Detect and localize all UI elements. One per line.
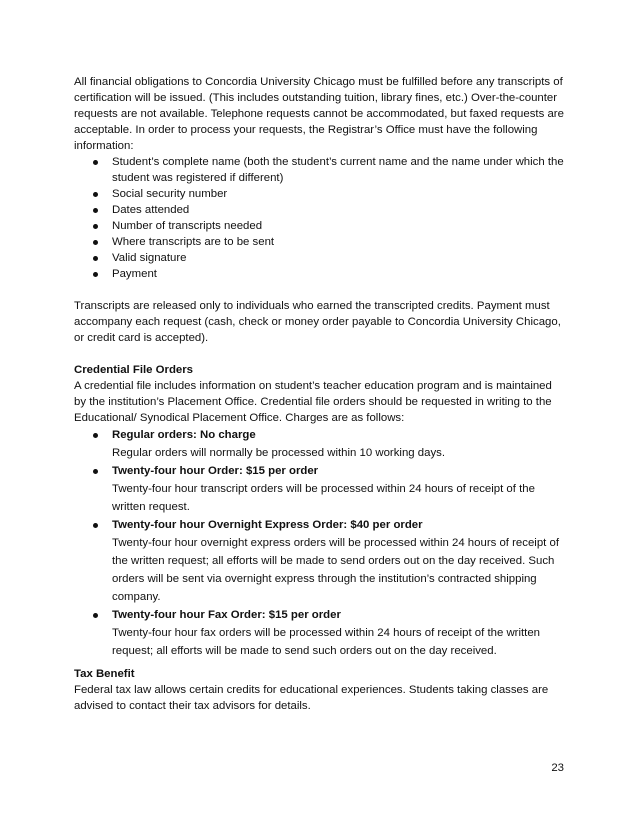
charge-item xyxy=(74,462,564,516)
charge-label: Twenty-four hour Overnight Express Order: $40 per order xyxy=(112,519,423,531)
charge-description: Twenty-four hour fax orders will be processed within 24 hours of receipt of the written request; all efforts will be made to send such orders out on the day received. xyxy=(112,627,540,657)
charge-label: Regular orders: No charge xyxy=(112,429,256,441)
release-paragraph: Transcripts are released only to individuals who earned the transcripted credits. Payment must accompany each request (cash, check or money order payable to Concordia University Chicago, or credit card is accepted). xyxy=(74,300,561,344)
tax-section-title: Tax Benefit xyxy=(74,668,135,680)
charge-item xyxy=(74,606,564,660)
charge-item xyxy=(74,426,564,462)
charge-description: Twenty-four hour transcript orders will be processed within 24 hours of receipt of the written request. xyxy=(112,483,535,513)
list-item: Payment xyxy=(74,266,564,282)
charge-item xyxy=(74,516,564,606)
list-item: Student’s complete name (both the student’s current name and the name under which the student was registered if different) xyxy=(74,154,564,186)
list-item: Dates attended xyxy=(74,202,564,218)
list-item: Social security number xyxy=(74,186,564,202)
charge-description: Regular orders will normally be processed within 10 working days. xyxy=(112,447,446,459)
charge-label: Twenty-four hour Order: $15 per order xyxy=(112,465,319,477)
charge-description: Twenty-four hour overnight express orders will be processed within 24 hours of receipt of the written request; all efforts will be made to send orders out on the day received. Such orders will be sent via overnight express through the institution’s contracted shipping company. xyxy=(112,537,559,603)
charge-label: Twenty-four hour Fax Order: $15 per order xyxy=(112,609,341,621)
credential-section-title: Credential File Orders xyxy=(74,364,194,376)
credential-paragraph: A credential file includes information on student’s teacher education program and is maintained by the institution’s Placement Office. Credential file orders should be requested in writing to the Educational/ Synodical Placement Office. Charges are as follows: xyxy=(74,380,552,424)
list-item: Valid signature xyxy=(74,250,564,266)
tax-paragraph: Federal tax law allows certain credits for educational experiences. Students taking classes are advised to contact their tax advisors for details. xyxy=(74,684,549,712)
page-number: 23 xyxy=(551,762,564,774)
charges-list xyxy=(74,426,564,660)
required-info-list xyxy=(74,154,564,282)
list-item: Number of transcripts needed xyxy=(74,218,564,234)
document-page xyxy=(74,74,564,714)
intro-paragraph: All financial obligations to Concordia University Chicago must be fulfilled before any transcripts of certification will be issued. (This includes outstanding tuition, library fines, etc.) Over-the-counter requests are not available. Telephone requests cannot be accommodated, but faxed requests are acceptable. In order to process your requests, the Registrar’s Office must have the following information: xyxy=(74,76,564,152)
list-item: Where transcripts are to be sent xyxy=(74,234,564,250)
